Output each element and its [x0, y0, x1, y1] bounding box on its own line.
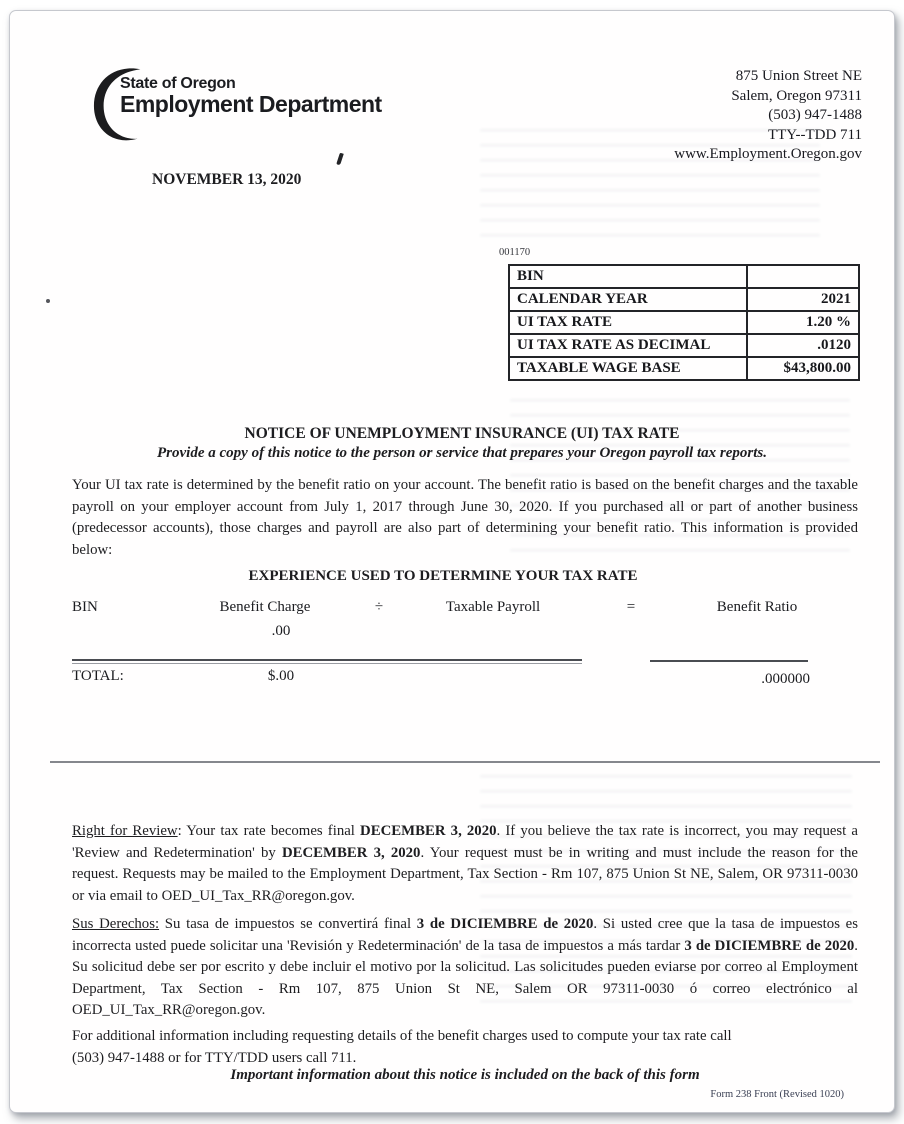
additional-info-paragraph — [72, 1026, 858, 1069]
rate-value: $43,800.00 — [747, 357, 859, 380]
total-label: TOTAL: — [72, 668, 124, 684]
experience-col-benefit-charge: Benefit Charge — [219, 599, 311, 615]
total-rule-right — [650, 660, 808, 662]
logo-employment-department: Employment Department — [120, 91, 382, 117]
notice-title: NOTICE OF UNEMPLOYMENT INSURANCE (UI) TAX RATE — [244, 425, 680, 442]
rate-value: 1.20 % — [747, 311, 859, 334]
total-rule-left — [72, 659, 582, 664]
rate-value: .0120 — [747, 334, 859, 357]
total-benefit-ratio: .000000 — [761, 671, 810, 687]
rate-label: CALENDAR YEAR — [509, 288, 747, 311]
footer-note: Important information about this notice is included on the back of this form — [230, 1067, 700, 1083]
benefit-charge-value: .00 — [271, 623, 291, 639]
equals-sign: = — [626, 599, 636, 615]
sender-address-block — [674, 67, 862, 165]
deadline-date-es: 3 de DICIEMBRE de 2020 — [416, 916, 594, 932]
scan-speck-artifact — [46, 299, 50, 303]
sus-derechos-paragraph: Sus Derechos: Su tasa de impuestos se convertirá final 3 de DICIEMBRE de 2020. Si usted cree que la tasa de impuestos es incorrecta usted puede solicitar una 'Revisión y Redeterminación' de la tasa de impuestos a más tardar 3 de DICIEMBRE de 2020. Su solicitud debe ser por escrito y debe incluir el motivo por la solicitud. Las solicitudes pueden eviarse por correo al Employment Department, Tax Section - Rm 107, 875 Union St NE, Salem OR 97311-0030 ó correo electrónico al OED_UI_Tax_RR@oregon.gov. — [72, 916, 858, 1018]
additional-info-line: (503) 947-1488 or for TTY/TDD users call 711. — [72, 1049, 357, 1066]
experience-col-benefit-ratio: Benefit Ratio — [716, 599, 798, 615]
letter-date: NOVEMBER 13, 2020 — [152, 171, 302, 188]
logo-state-of-oregon: State of Oregon — [120, 75, 236, 92]
rate-label: TAXABLE WAGE BASE — [509, 357, 747, 380]
experience-heading: EXPERIENCE USED TO DETERMINE YOUR TAX RATE — [248, 568, 638, 584]
address-line: TTY--TDD 711 — [767, 126, 862, 143]
sus-derechos-label: Sus Derechos: — [72, 916, 160, 932]
deadline-date-es: 3 de DICIEMBRE de 2020 — [684, 937, 855, 954]
address-line: 875 Union Street NE — [735, 68, 862, 84]
agency-logo-text — [120, 75, 382, 116]
document-number: 001170 — [499, 247, 531, 258]
table-row — [509, 311, 859, 334]
table-row — [509, 357, 859, 380]
address-line: Salem, Oregon 97311 — [731, 87, 862, 104]
additional-info-line: For additional information including requesting details of the benefit charges used to compute your tax rate call — [72, 1028, 732, 1044]
scan-speck-artifact — [336, 153, 344, 166]
section-divider — [50, 761, 880, 763]
address-line: (503) 947-1488 — [768, 107, 862, 123]
rate-label: UI TAX RATE AS DECIMAL — [509, 334, 747, 357]
rate-label: BIN — [509, 265, 747, 288]
experience-col-bin: BIN — [72, 599, 98, 615]
deadline-date: DECEMBER 3, 2020 — [281, 844, 421, 861]
form-number: Form 238 Front (Revised 1020) — [710, 1089, 844, 1100]
intro-paragraph: Your UI tax rate is determined by the benefit ratio on your account. The benefit ratio is based on the benefit charges and the taxable payroll on your employer account from July 1, 2017 through June 30, 2020. If you purchased all or part of another business (predecessor accounts), those charges and payroll are also part of determining your benefit ratio. This information is provided below: — [72, 477, 858, 558]
table-row — [509, 288, 859, 311]
notice-subtitle: Provide a copy of this notice to the person or service that prepares your Oregon payroll tax reports. — [157, 445, 767, 461]
tax-rate-table — [508, 264, 860, 381]
right-for-review-label: Right for Review — [72, 823, 178, 839]
rate-label: UI TAX RATE — [509, 311, 747, 334]
document-sheet — [9, 10, 895, 1113]
address-line: www.Employment.Oregon.gov — [674, 146, 862, 162]
table-row — [509, 334, 859, 357]
right-for-review-paragraph: Right for Review: Your tax rate becomes final DECEMBER 3, 2020. If you believe the tax rate is incorrect, you may request a 'Review and Redetermination' by DECEMBER 3, 2020. Your request must be in writing and must include the reason for the request. Requests may be mailed to the Employment Department, Tax Section - Rm 107, 875 Union St NE, Salem, OR 97311-0030 or via email to OED_UI_Tax_RR@oregon.gov. — [72, 823, 858, 904]
rate-value: 2021 — [747, 288, 859, 311]
deadline-date: DECEMBER 3, 2020 — [360, 823, 497, 839]
table-row — [509, 265, 859, 288]
divide-sign: ÷ — [374, 599, 384, 615]
total-benefit-charge: $.00 — [267, 668, 295, 684]
rate-value — [747, 265, 859, 288]
experience-col-taxable-payroll: Taxable Payroll — [445, 599, 541, 615]
